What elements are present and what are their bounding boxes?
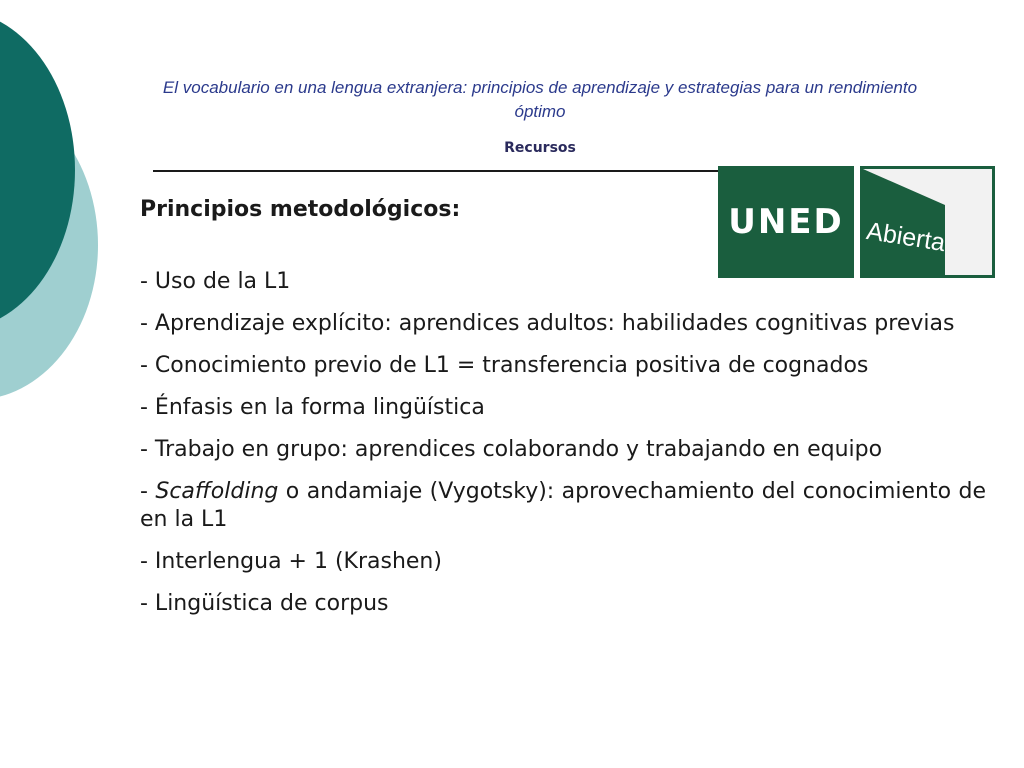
logo-abierta-text: Abierta — [864, 217, 948, 258]
content-heading: Principios metodológicos: — [140, 197, 461, 222]
bullet-item: - Interlengua + 1 (Krashen) — [140, 549, 442, 574]
slide-header-title: El vocabulario en una lengua extranjera: principios de aprendizaje y estrategias para un rendimiento óptimo — [162, 78, 918, 121]
bullet-item: - Lingüística de corpus — [140, 591, 389, 616]
bullet-item: - Trabajo en grupo: aprendices colaborando y trabajando en equipo — [140, 437, 883, 462]
bullet-item: - Uso de la L1 — [140, 269, 291, 294]
bullet-emphasis: Scaffolding — [155, 479, 279, 504]
header-divider — [153, 170, 720, 172]
logo-uned-block: UNED — [718, 166, 854, 278]
bullet-rest: o andamiaje (Vygotsky): aprovechamiento del conocimiento de en la L1 — [140, 479, 986, 532]
bullet-item: - Énfasis en la forma lingüística — [140, 395, 485, 420]
bullet-item: - Aprendizaje explícito: aprendices adultos: habilidades cognitivas previas — [140, 311, 955, 336]
bullet-prefix: - — [140, 479, 156, 504]
bullet-item-scaffolding — [140, 478, 986, 534]
slide-content — [140, 194, 986, 632]
slide-section-label: Recursos — [504, 140, 576, 156]
bullet-item: - Conocimiento previo de L1 = transferencia positiva de cognados — [140, 353, 869, 378]
